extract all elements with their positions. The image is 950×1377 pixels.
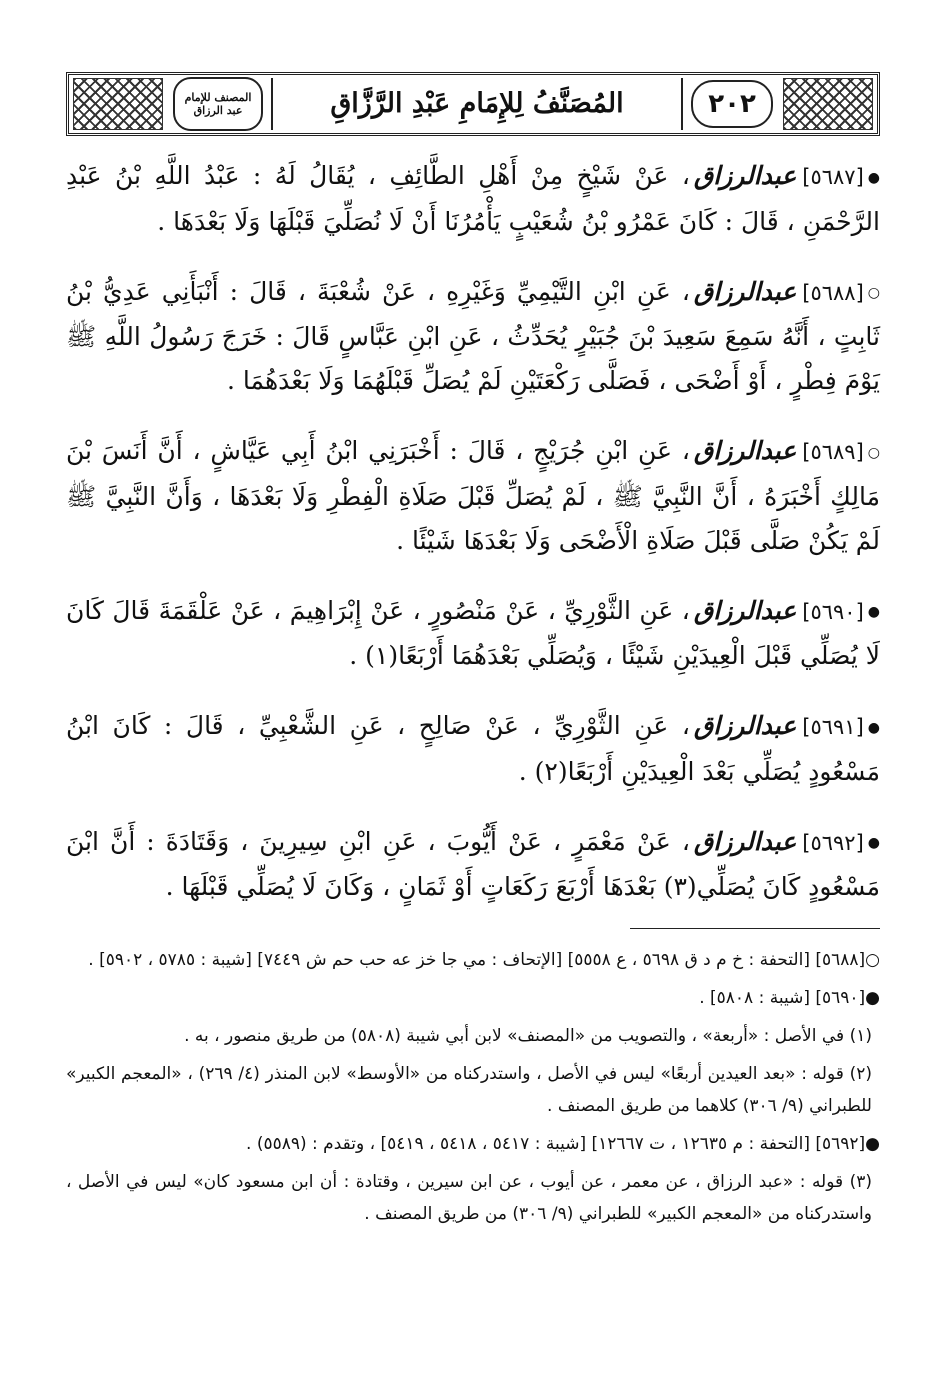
hadith-5687 bbox=[66, 154, 880, 244]
footnotes bbox=[66, 944, 880, 1236]
reference-note: ●[٥٦٩٢] [التحفة : م ١٢٦٣٥ ، ت ١٢٦٦٧] [شيبة : ٥٤١٧ ، ٥٤١٨ ، ٥٤١٩] ، وتقدم : (٥٥٨٩) . bbox=[246, 1134, 880, 1154]
hadith-number: [٥٦٨٧] bbox=[802, 165, 864, 189]
footnote: (١) في الأصل : «أربعة» ، والتصويب من «المصنف» لابن أبي شيبة (٥٨٠٨) من طريق منصور ، به . bbox=[184, 1026, 872, 1046]
hadith-text: ، عَنِ ابْنِ جُرَيْجٍ ، قَالَ : أَخْبَرَنِي ابْنُ أَبِي عَيَّاشٍ ، أَنَّ أَنَسَ بْنَ مَالِكٍ أَخْبَرَهُ ، أَنَّ النَّبِيَّ ﷺ ، لَمْ يُصَلِّ قَبْلَ صَلَاةِ الْفِطْرِ وَلَا بَعْدَهَا ، وَأَنَّ النَّبِيَّ ﷺ لَمْ يَكُنْ صَلَّى قَبْلَ صَلَاةِ الْأَضْحَى وَلَا بَعْدَهَا شَيْئًا . bbox=[66, 436, 880, 555]
ornament-right bbox=[783, 78, 873, 130]
author-name: عبدالرزاق bbox=[693, 276, 797, 306]
hadith-5691 bbox=[66, 704, 880, 794]
hadith-text: ، عَنِ الثَّوْرِيِّ ، عَنْ صَالِحٍ ، عَنِ الشَّعْبِيِّ ، قَالَ : كَانَ ابْنُ مَسْعُودٍ يُصَلِّي بَعْدَ الْعِيدَيْنِ أَرْبَعًا(٢) . bbox=[66, 711, 880, 786]
hadith-number: [٥٦٨٨] bbox=[802, 280, 864, 305]
hadith-number: [٥٦٩١] bbox=[802, 715, 864, 739]
filled-bullet-icon: ● bbox=[867, 719, 880, 736]
filled-bullet-icon: ● bbox=[867, 604, 880, 620]
hollow-bullet-icon: ○ bbox=[867, 285, 880, 301]
hadith-text: ، عَنْ شَيْخٍ مِنْ أَهْلِ الطَّائِفِ ، يُقَالُ لَهُ : عَبْدُ اللَّهِ بْنُ عَبْدِ الرَّحْمَنِ ، قَالَ : كَانَ عَمْرُو بْنُ شُعَيْبٍ يَأْمُرُنَا أَنْ لَا نُصَلِّيَ قَبْلَهَا وَلَا بَعْدَهَا . bbox=[66, 161, 880, 236]
author-name: عبدالرزاق bbox=[693, 711, 797, 740]
author-name: عبدالرزاق bbox=[693, 826, 797, 856]
reference-note: ○[٥٦٨٨] [التحفة : خ م د ق ٥٦٩٨ ، ع ٥٥٥٨] [الإتحاف : مي جا خز عه حب حم ش ٧٤٤٩] [شيبة : ٥٧٨٥ ، ٥٩٠٢] . bbox=[88, 950, 880, 970]
footnote: (٣) قوله : «عبد الرزاق ، عن معمر ، عن أيوب ، عن ابن سيرين ، وقتادة : أن ابن مسعود كان» ليس في الأصل ، واستدركناه من «المعجم الكبير» للطبراني (٩/ ٣٠٦) من طريق المصنف . bbox=[66, 1172, 872, 1224]
hadith-number: [٥٦٩٢] bbox=[802, 830, 864, 855]
main-text bbox=[66, 154, 880, 935]
ornament-left bbox=[73, 78, 163, 130]
hadith-5692 bbox=[66, 820, 880, 910]
hollow-bullet-icon: ○ bbox=[867, 444, 880, 461]
page bbox=[66, 72, 880, 1332]
hadith-5689 bbox=[66, 429, 880, 563]
hadith-number: [٥٦٩٠] bbox=[802, 599, 864, 624]
footnote-divider bbox=[630, 928, 880, 929]
page-header bbox=[66, 72, 880, 136]
author-name: عبدالرزاق bbox=[693, 595, 797, 625]
hadith-text: ، عَنِ الثَّوْرِيِّ ، عَنْ مَنْصُورٍ ، عَنْ إِبْرَاهِيمَ ، عَنْ عَلْقَمَةَ قَالَ كَانَ لَا يُصَلِّي قَبْلَ الْعِيدَيْنِ شَيْئًا ، وَيُصَلِّي بَعْدَهُمَا أَرْبَعًا(١) . bbox=[66, 595, 880, 670]
author-name: عبدالرزاق bbox=[693, 436, 797, 465]
hadith-5690 bbox=[66, 589, 880, 679]
filled-bullet-icon: ● bbox=[867, 169, 880, 186]
hadith-text: ، عَنْ مَعْمَرٍ ، عَنْ أَيُّوبَ ، عَنِ ابْنِ سِيرِينَ ، وَقَتَادَةَ : أَنَّ ابْنَ مَسْعُودٍ كَانَ يُصَلِّي(٣) بَعْدَهَا أَرْبَعَ رَكَعَاتٍ أَوْ ثَمَانٍ ، وَكَانَ لَا يُصَلِّي قَبْلَهَا . bbox=[66, 826, 880, 901]
hadith-number: [٥٦٨٩] bbox=[802, 440, 864, 464]
reference-note: ●[٥٦٩٠] [شيبة : ٥٨٠٨] . bbox=[699, 988, 880, 1008]
hadith-5688 bbox=[66, 270, 880, 404]
hadith-text: ، عَنِ ابْنِ التَّيْمِيِّ وَغَيْرِهِ ، عَنْ شُعْبَةَ ، قَالَ : أَنْبَأَنِي عَدِيُّ بْنُ ثَابِتٍ ، أَنَّهُ سَمِعَ سَعِيدَ بْنَ جُبَيْرٍ يُحَدِّثُ ، عَنِ ابْنِ عَبَّاسٍ قَالَ : خَرَجَ رَسُولُ اللَّهِ ﷺ يَوْمَ فِطْرٍ ، أَوْ أَضْحَى ، فَصَلَّى رَكْعَتَيْنِ لَمْ يُصَلِّ قَبْلَهُمَا وَلَا بَعْدَهُمَا . bbox=[66, 276, 880, 395]
book-logo: المصنف للإمام عبد الرزاق bbox=[173, 77, 263, 131]
author-name: عبدالرزاق bbox=[693, 161, 797, 190]
footnote: (٢) قوله : «بعد العيدين أربعًا» ليس في الأصل ، واستدركناه من «الأوسط» لابن المنذر (٤/ ٢٦٩) ، «المعجم الكبير» للطبراني (٩/ ٣٠٦) كلاهما من طريق المصنف . bbox=[66, 1064, 872, 1116]
running-title: المُصَنَّفُ لِلإِمَامِ عَبْدِ الرَّزَّاقِ bbox=[271, 78, 683, 130]
filled-bullet-icon: ● bbox=[867, 835, 880, 851]
page-number: ٢٠٢ bbox=[691, 80, 773, 128]
